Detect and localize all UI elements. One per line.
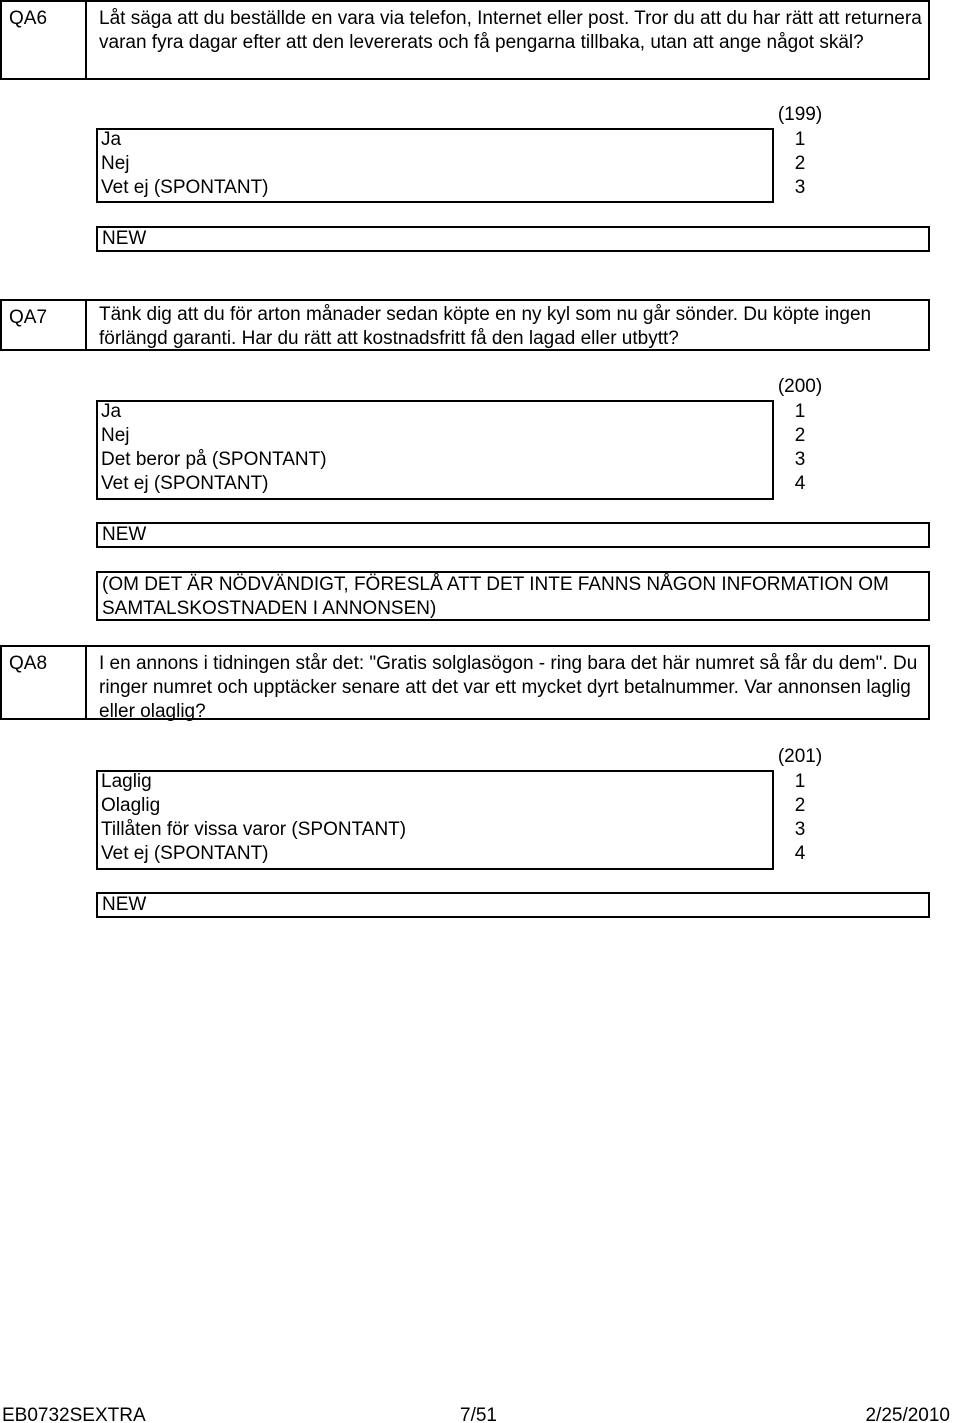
code-header-qa8: (201)	[777, 746, 823, 767]
option-code: 2	[794, 153, 806, 174]
footer-page-number: 7/51	[460, 1405, 497, 1423]
option-vet-ej[interactable]: Vet ej (SPONTANT)	[101, 843, 269, 864]
option-tillaten-for-vissa-varor[interactable]: Tillåten för vissa varor (SPONTANT)	[101, 819, 407, 840]
option-det-beror-pa[interactable]: Det beror på (SPONTANT)	[101, 449, 327, 470]
option-code: 2	[794, 795, 806, 816]
option-code: 1	[794, 401, 806, 422]
option-olaglig[interactable]: Olaglig	[101, 795, 161, 816]
option-code: 4	[794, 473, 806, 494]
question-id-qa7: QA7	[0, 299, 87, 351]
options-list-qa8	[96, 770, 774, 866]
footer-date: 2/25/2010	[865, 1405, 950, 1423]
footer-doc-id: EB0732SEXTRA	[2, 1405, 146, 1423]
option-codes-qa8	[772, 770, 828, 866]
option-code: 3	[794, 819, 806, 840]
option-nej[interactable]: Nej	[101, 153, 130, 174]
question-id-qa6: QA6	[0, 0, 87, 80]
new-field-qa7[interactable]: NEW	[96, 522, 930, 548]
option-codes-qa6	[772, 128, 828, 200]
new-field-qa6[interactable]: NEW	[96, 226, 930, 252]
option-ja[interactable]: Ja	[101, 401, 122, 422]
question-id-qa8: QA8	[0, 645, 87, 720]
option-vet-ej[interactable]: Vet ej (SPONTANT)	[101, 177, 269, 198]
question-text-qa7: Tänk dig att du för arton månader sedan köpte en ny kyl som nu går sönder. Du köpte ingen förlängd garanti. Har du rätt att kostnadsfritt få den lagad eller utbytt?	[87, 299, 930, 351]
question-text-qa8: I en annons i tidningen står det: "Gratis solglasögon - ring bara det här numret så får du dem". Du ringer numret och upptäcker senare att det var ett mycket dyrt betalnummer. Var annonsen laglig eller olaglig?	[87, 645, 930, 720]
option-code: 3	[794, 449, 806, 470]
option-code: 2	[794, 425, 806, 446]
option-code: 4	[794, 843, 806, 864]
interviewer-note-qa7: (OM DET ÄR NÖDVÄNDIGT, FÖRESLÅ ATT DET INTE FANNS NÅGON INFORMATION OM SAMTALSKOSTNADEN I ANNONSEN)	[96, 571, 930, 621]
options-list-qa7	[96, 400, 774, 496]
option-laglig[interactable]: Laglig	[101, 771, 152, 792]
option-codes-qa7	[772, 400, 828, 496]
options-list-qa6	[96, 128, 774, 200]
option-ja[interactable]: Ja	[101, 129, 122, 150]
option-nej[interactable]: Nej	[101, 425, 130, 446]
code-header-qa6: (199)	[777, 104, 823, 125]
new-field-qa8[interactable]: NEW	[96, 892, 930, 918]
option-code: 3	[794, 177, 806, 198]
option-vet-ej[interactable]: Vet ej (SPONTANT)	[101, 473, 269, 494]
option-code: 1	[794, 771, 806, 792]
option-code: 1	[794, 129, 806, 150]
code-header-qa7: (200)	[777, 376, 823, 397]
question-text-qa6: Låt säga att du beställde en vara via telefon, Internet eller post. Tror du att du har rätt att returnera varan fyra dagar efter att den levererats och få pengarna tillbaka, utan att ange något skäl?	[87, 0, 930, 80]
